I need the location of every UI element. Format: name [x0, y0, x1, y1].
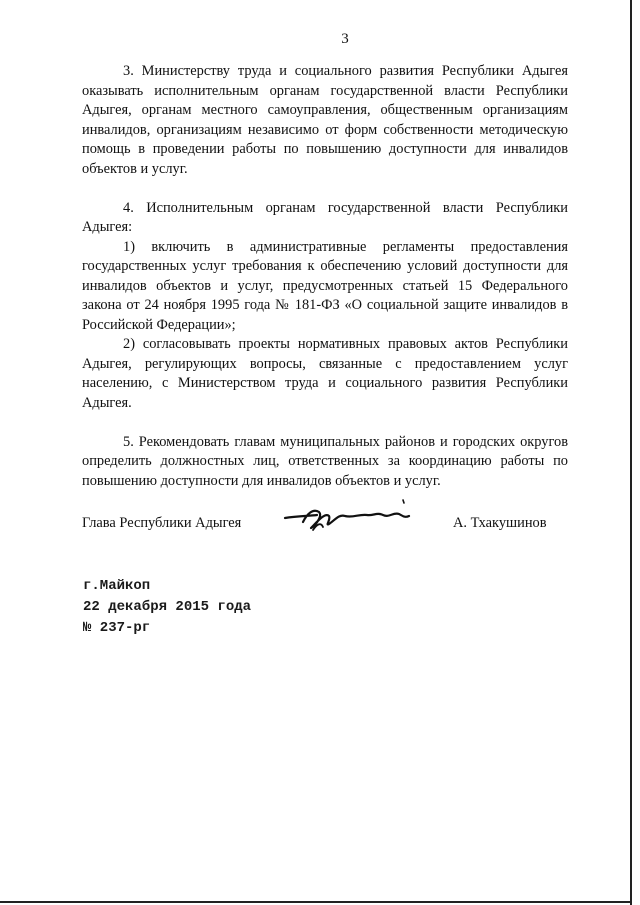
- signatory-name: А. Тхакушинов: [453, 515, 547, 531]
- paragraph-4-item-2: 2) согласовывать проекты нормативных правовых актов Республики Адыгея, регулирующих вопросы, связанные с предоставлением услуг населению, с Министерством труда и социального развития Республики Адыгея.: [82, 336, 568, 411]
- document-footer: [83, 576, 251, 639]
- footer-number: № 237-рг: [83, 620, 151, 636]
- paragraph-3: 3. Министерству труда и социального развития Республики Адыгея оказывать исполнительным органам государственной власти Республики Адыгея, органам местного самоуправления, общественным организациям инвалидов, организациям независимо от форм собственности методическую помощь в проведении работы по повышению доступности для инвалидов объектов и услуг.: [82, 63, 568, 177]
- footer-city: г.Майкоп: [83, 578, 151, 594]
- signature-block: [82, 512, 572, 536]
- page-edge-right: [630, 0, 632, 905]
- handwritten-signature: [283, 494, 413, 538]
- signatory-title: Глава Республики Адыгея: [82, 515, 242, 531]
- paragraph-5: 5. Рекомендовать главам муниципальных районов и городских округов определить должностных лиц, ответственных за координацию работы по повышению доступности для инвалидов объектов и услуг.: [82, 433, 568, 489]
- page-edge-bottom: [0, 901, 632, 903]
- paragraph-4-item-1: 1) включить в административные регламенты предоставления государственных услуг требования к обеспечению условий доступности для инвалидов объектов и услуг, предусмотренных статьей 15 Федерального закона от 24 ноября 1995 года № 181-ФЗ «О социальной защите инвалидов в Российской Федерации»;: [82, 238, 568, 333]
- page-number: 3: [341, 31, 349, 47]
- document-body: [82, 62, 568, 491]
- footer-date: 22 декабря 2015 года: [83, 599, 252, 615]
- paragraph-4: 4. Исполнительным органам государственной власти Республики Адыгея:: [82, 199, 568, 235]
